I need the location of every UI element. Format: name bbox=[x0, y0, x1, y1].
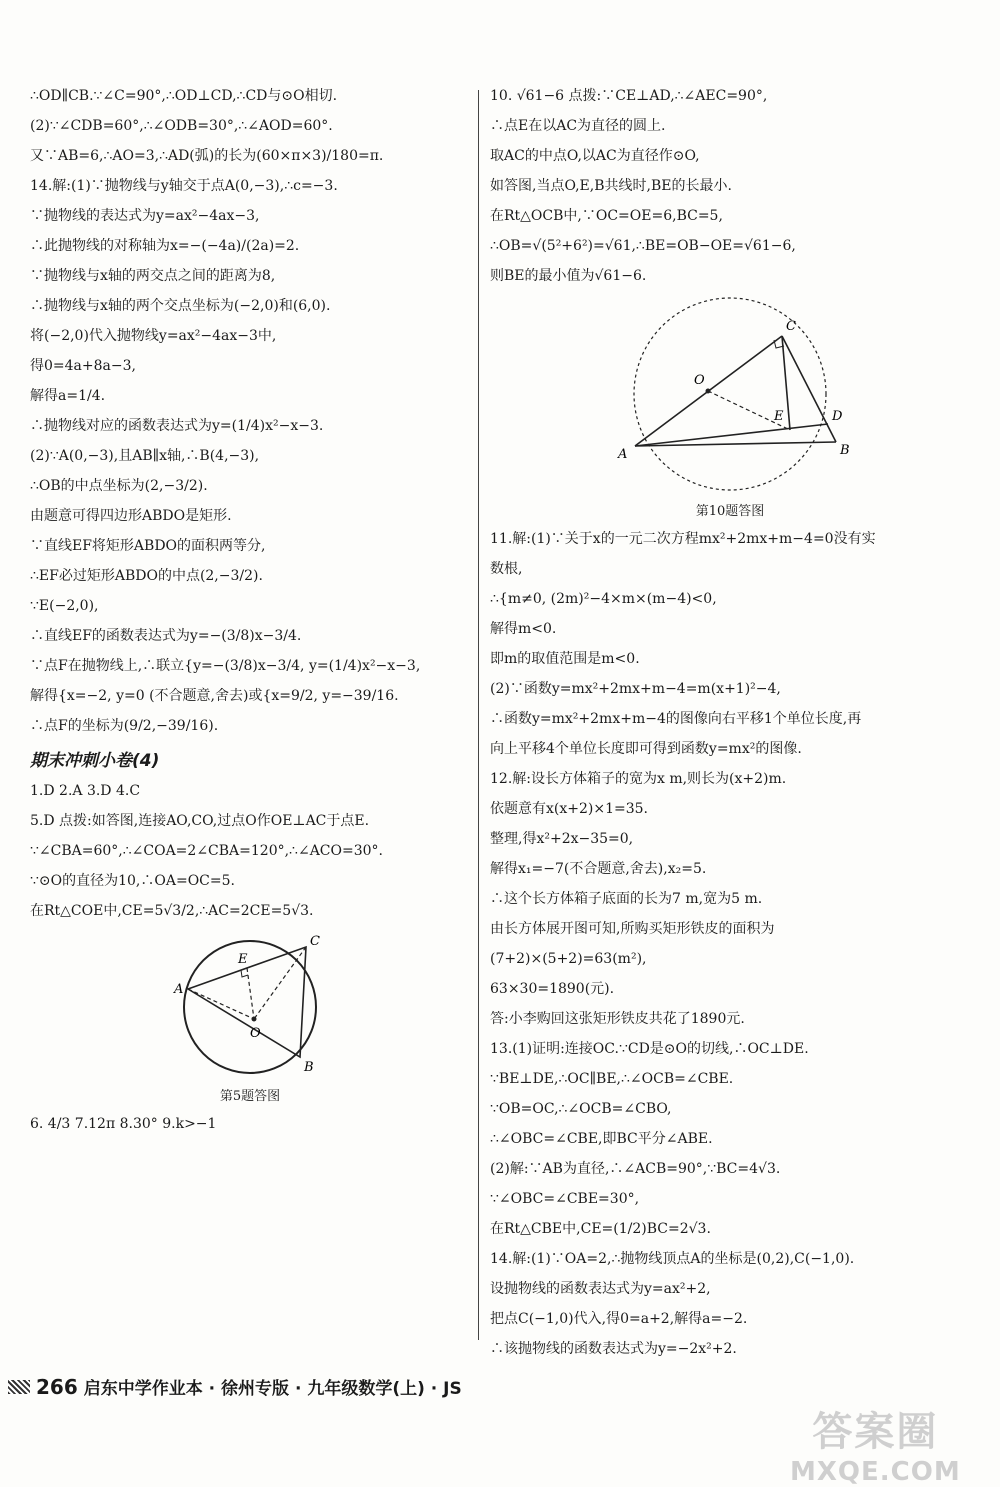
text-line: (2)∵A(0,−3),且AB∥x轴,∴B(4,−3), bbox=[30, 448, 260, 464]
text-line: 解得a=1/4. bbox=[30, 388, 106, 404]
text-line: ∴直线EF的函数表达式为y=−(3/8)x−3/4. bbox=[30, 628, 302, 644]
text-line: 12.解:设长方体箱子的宽为x m,则长为(x+2)m. bbox=[490, 771, 787, 787]
text-line: ∵点F在抛物线上,∴联立{y=−(3/8)x−3/4, y=(1/4)x²−x−3, bbox=[30, 658, 421, 674]
fig5-label-a: A bbox=[174, 982, 184, 997]
text-line: 数根, bbox=[490, 561, 523, 577]
text-line: ∴函数y=mx²+2mx+m−4的图像向右平移1个单位长度,再 bbox=[490, 711, 862, 727]
text-line: 如答图,当点O,E,B共线时,BE的长最小. bbox=[490, 178, 732, 194]
page-number: 266 bbox=[36, 1374, 78, 1399]
fig5-label-o: O bbox=[250, 1026, 261, 1041]
text-line: 把点C(−1,0)代入,得0=a+2,解得a=−2. bbox=[490, 1311, 748, 1327]
right-column bbox=[490, 86, 970, 1369]
text-line: 设抛物线的函数表达式为y=ax²+2, bbox=[490, 1281, 711, 1297]
fig10-label-b: B bbox=[840, 443, 850, 458]
left-answers-text bbox=[30, 781, 470, 921]
text-line: 14.解:(1)∵OA=2,∴抛物线顶点A的坐标是(0,2),C(−1,0). bbox=[490, 1251, 855, 1267]
section-title: 期末冲刺小卷(4) bbox=[30, 751, 160, 771]
left-solution-text bbox=[30, 86, 470, 736]
text-line: ∵BE⊥DE,∴OC∥BE,∴∠OCB=∠CBE. bbox=[490, 1071, 734, 1087]
fig10-label-a: A bbox=[618, 447, 628, 462]
fig5-label-c: C bbox=[310, 934, 320, 949]
fig5-label-e: E bbox=[238, 952, 248, 967]
text-line: 由题意可得四边形ABDO是矩形. bbox=[30, 508, 232, 524]
fig10-label-e: E bbox=[774, 409, 784, 424]
text-line: ∵∠CBA=60°,∴∠COA=2∠CBA=120°,∴∠ACO=30°. bbox=[30, 843, 383, 859]
text-line: ∵抛物线的表达式为y=ax²−4ax−3, bbox=[30, 208, 260, 224]
right-solution-text bbox=[490, 86, 970, 286]
figure-5 bbox=[30, 931, 470, 1104]
text-line: ∵OB=OC,∴∠OCB=∠CBO, bbox=[490, 1101, 672, 1117]
text-line: (2)解:∵AB为直径,∴∠ACB=90°,∵BC=4√3. bbox=[490, 1161, 781, 1177]
text-line: ∴EF必过矩形ABDO的中点(2,−3/2). bbox=[30, 568, 263, 584]
right-answers-text bbox=[490, 529, 970, 1359]
text-line: ∵∠OBC=∠CBE=30°, bbox=[490, 1191, 640, 1207]
text-line: 解得m<0. bbox=[490, 621, 557, 637]
footer-pattern-icon bbox=[8, 1380, 30, 1394]
fig10-label-c: C bbox=[786, 319, 796, 334]
watermark-en: MXQE.COM bbox=[790, 1457, 961, 1487]
text-line: 取AC的中点O,以AC为直径作⊙O, bbox=[490, 148, 700, 164]
left-last-line: 6. 4/3 7.12π 8.30° 9.k>−1 bbox=[30, 1116, 217, 1132]
text-line: ∴点E在以AC为直径的圆上. bbox=[490, 118, 666, 134]
text-line: 10. √61−6 点拨:∵CE⊥AD,∴∠AEC=90°, bbox=[490, 88, 768, 104]
text-line: 在Rt△OCB中,∵OC=OE=6,BC=5, bbox=[490, 208, 723, 224]
column-divider bbox=[478, 90, 479, 1340]
text-line: 解得{x=−2, y=0 (不合题意,舍去)或{x=9/2, y=−39/16. bbox=[30, 688, 399, 704]
text-line: 11.解:(1)∵关于x的一元二次方程mx²+2mx+m−4=0没有实 bbox=[490, 531, 876, 547]
text-line: 5.D 点拨:如答图,连接AO,CO,过点O作OE⊥AC于点E. bbox=[30, 813, 370, 829]
text-line: ∴这个长方体箱子底面的长为7 m,宽为5 m. bbox=[490, 891, 763, 907]
left-column bbox=[30, 86, 470, 1144]
figure-10-caption: 第10题答图 bbox=[695, 504, 765, 519]
page-footer bbox=[8, 1374, 462, 1399]
text-line: 得0=4a+8a−3, bbox=[30, 358, 136, 374]
text-line: ∵⊙O的直径为10,∴OA=OC=5. bbox=[30, 873, 235, 889]
text-line: (2)∵∠CDB=60°,∴∠ODB=30°,∴∠AOD=60°. bbox=[30, 118, 333, 134]
text-line: ∴{m≠0, (2m)²−4×m×(m−4)<0, bbox=[490, 591, 717, 607]
text-line: ∴该抛物线的函数表达式为y=−2x²+2. bbox=[490, 1341, 737, 1357]
text-line: 将(−2,0)代入抛物线y=ax²−4ax−3中, bbox=[30, 328, 277, 344]
text-line: (2)∵函数y=mx²+2mx+m−4=m(x+1)²−4, bbox=[490, 681, 781, 697]
text-line: (7+2)×(5+2)=63(m²), bbox=[490, 951, 647, 967]
text-line: 则BE的最小值为√61−6. bbox=[490, 268, 647, 284]
text-line: 解得x₁=−7(不合题意,舍去),x₂=5. bbox=[490, 861, 707, 877]
text-line: 由长方体展开图可知,所购买矩形铁皮的面积为 bbox=[490, 921, 775, 937]
text-line: ∴∠OBC=∠CBE,即BC平分∠ABE. bbox=[490, 1131, 713, 1147]
book-title: 启东中学作业本 · 徐州专版 · 九年级数学(上) · JS bbox=[83, 1379, 462, 1399]
text-line: 又∵AB=6,∴AO=3,∴AD(弧)的长为(60×π×3)/180=π. bbox=[30, 148, 384, 164]
text-line: ∴OB的中点坐标为(2,−3/2). bbox=[30, 478, 208, 494]
figure-5-caption: 第5题答图 bbox=[219, 1089, 281, 1104]
text-line: 13.(1)证明:连接OC.∵CD是⊙O的切线,∴OC⊥DE. bbox=[490, 1041, 809, 1057]
fig10-label-d: D bbox=[832, 409, 843, 424]
fig5-label-b: B bbox=[304, 1060, 314, 1075]
text-line: ∴点F的坐标为(9/2,−39/16). bbox=[30, 718, 219, 734]
figure-10-diagram bbox=[600, 296, 860, 496]
text-line: ∴OB=√(5²+6²)=√61,∴BE=OB−OE=√61−6, bbox=[490, 238, 796, 254]
figure-10 bbox=[490, 296, 970, 519]
text-line: 答:小李购回这张矩形铁皮共花了1890元. bbox=[490, 1011, 745, 1027]
figure-5-diagram bbox=[170, 931, 330, 1081]
text-line: ∵E(−2,0), bbox=[30, 598, 99, 614]
text-line: ∴此抛物线的对称轴为x=−(−4a)/(2a)=2. bbox=[30, 238, 300, 254]
text-line: ∴抛物线对应的函数表达式为y=(1/4)x²−x−3. bbox=[30, 418, 324, 434]
text-line: ∴OD∥CB.∵∠C=90°,∴OD⊥CD,∴CD与⊙O相切. bbox=[30, 88, 338, 104]
text-line: ∵抛物线与x轴的两交点之间的距离为8, bbox=[30, 268, 276, 284]
text-line: 依题意有x(x+2)×1=35. bbox=[490, 801, 648, 817]
text-line: ∵直线EF将矩形ABDO的面积两等分, bbox=[30, 538, 266, 554]
watermark-cn: 答案圈 bbox=[812, 1409, 939, 1455]
text-line: 在Rt△CBE中,CE=(1/2)BC=2√3. bbox=[490, 1221, 711, 1237]
text-line: 1.D 2.A 3.D 4.C bbox=[30, 783, 141, 799]
text-line: 即m的取值范围是m<0. bbox=[490, 651, 640, 667]
text-line: 向上平移4个单位长度即可得到函数y=mx²的图像. bbox=[490, 741, 802, 757]
fig10-label-o: O bbox=[694, 373, 705, 388]
watermark bbox=[790, 1400, 961, 1487]
text-line: 在Rt△COE中,CE=5√3/2,∴AC=2CE=5√3. bbox=[30, 903, 314, 919]
text-line: 63×30=1890(元). bbox=[490, 981, 615, 997]
text-line: 整理,得x²+2x−35=0, bbox=[490, 831, 634, 847]
text-line: 14.解:(1)∵抛物线与y轴交于点A(0,−3),∴c=−3. bbox=[30, 178, 338, 194]
text-line: ∴抛物线与x轴的两个交点坐标为(−2,0)和(6,0). bbox=[30, 298, 331, 314]
